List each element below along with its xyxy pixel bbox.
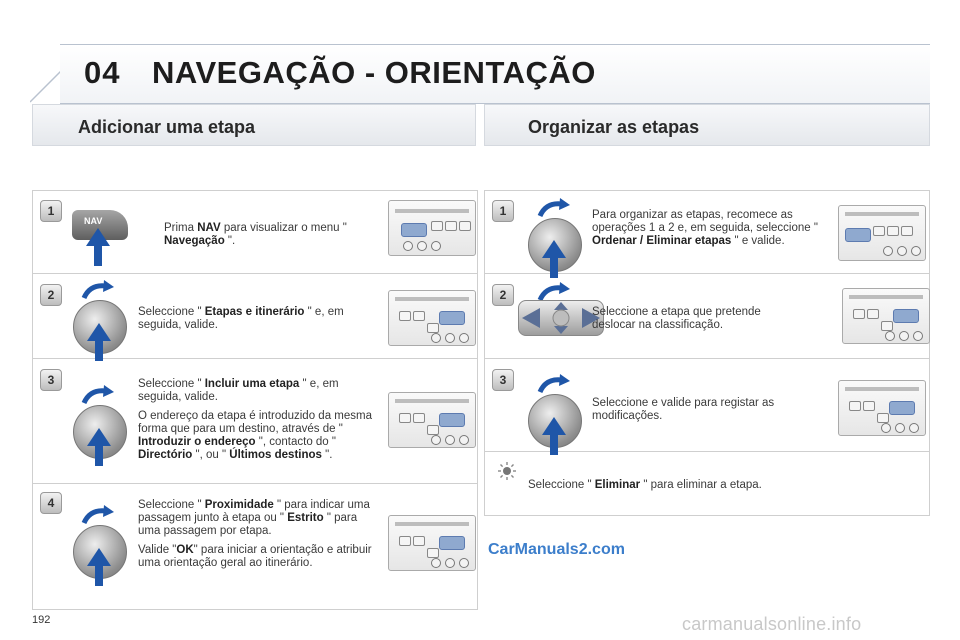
text-run: Prima xyxy=(164,222,198,234)
text-run: Para organizar as etapas, recomece as operações 1 a 2 e, em seguida, seleccione " xyxy=(592,209,818,234)
radio-panel-icon xyxy=(388,392,476,448)
bold-term: Ordenar / Eliminar etapas xyxy=(592,235,732,247)
text-run: Seleccione e valide para registar as modificações. xyxy=(592,397,775,422)
section-title-add-stage: Adicionar uma etapa xyxy=(78,117,256,137)
site-watermark: carmanualsonline.info xyxy=(682,614,862,634)
radio-panel-icon xyxy=(388,290,476,346)
bold-term: Introduzir o endereço xyxy=(138,436,256,448)
bold-term: NAV xyxy=(197,222,221,234)
text-run: Seleccione " xyxy=(528,479,595,491)
rotate-arrow-icon xyxy=(536,198,572,218)
chapter-number: 04 xyxy=(84,55,121,90)
rotate-arrow-icon xyxy=(80,280,116,300)
text-run: ", contacto do " xyxy=(255,436,336,448)
rotate-arrow-icon xyxy=(536,282,572,302)
rotate-arrow-icon xyxy=(536,374,572,394)
step-text xyxy=(138,378,378,462)
radio-panel-icon xyxy=(388,200,476,256)
arrow-up-icon xyxy=(95,444,103,466)
text-run: " e valide. xyxy=(731,235,785,247)
step-number-badge: 3 xyxy=(492,369,514,391)
bold-term: OK xyxy=(176,544,194,556)
arrow-up-icon xyxy=(95,564,103,586)
step-number-badge: 4 xyxy=(40,492,62,514)
bold-term: Proximidade xyxy=(204,499,274,511)
bold-term: Últimos destinos xyxy=(229,449,322,461)
step-text xyxy=(592,209,832,248)
text-run: Seleccione a etapa que pretende deslocar na classificação. xyxy=(592,306,761,331)
nav-button-icon: NAV xyxy=(72,210,128,240)
step-text xyxy=(592,306,792,332)
text-run: para visualizar o menu " xyxy=(220,222,347,234)
text-run: ", ou " xyxy=(192,449,230,461)
text-run: ". xyxy=(224,235,236,247)
text-run: O endereço da etapa é introduzido da mesma forma que para um destino, através de " xyxy=(138,410,372,435)
bold-term: Etapas e itinerário xyxy=(204,306,305,318)
section-title-organize-stages: Organizar as etapas xyxy=(528,117,700,137)
text-run: Seleccione " xyxy=(138,306,205,318)
step-number-badge: 2 xyxy=(492,284,514,306)
step-text xyxy=(592,397,802,423)
arrow-up-icon xyxy=(550,433,558,455)
radio-panel-icon xyxy=(388,515,476,571)
arrow-up-icon xyxy=(550,256,558,278)
arrow-up-icon xyxy=(95,339,103,361)
text-run: " e, em seguida, valide. xyxy=(138,378,339,403)
watermark: CarManuals2.com xyxy=(488,541,625,558)
step-text xyxy=(164,222,374,248)
step-text xyxy=(138,306,378,332)
text-run: " e, em seguida, valide. xyxy=(138,306,344,331)
lightbulb-icon xyxy=(498,462,516,480)
text-run: " para uma passagem por etapa. xyxy=(138,512,358,537)
bold-term: Incluir uma etapa xyxy=(204,378,300,390)
text-run: " para indicar uma passagem junto à etapa ou " xyxy=(138,499,370,524)
radio-panel-icon xyxy=(842,288,930,344)
bold-term: Directório xyxy=(138,449,193,461)
text-run: Valide " xyxy=(138,544,177,556)
bold-term: Estrito xyxy=(287,512,324,524)
page-title: NAVEGAÇÃO - ORIENTAÇÃO xyxy=(152,55,596,90)
page-number: 192 xyxy=(32,614,51,626)
text-run: Seleccione " xyxy=(138,499,205,511)
step-number-badge: 1 xyxy=(40,200,62,222)
arrow-up-icon xyxy=(94,244,102,266)
text-run: " para eliminar a etapa. xyxy=(640,479,762,491)
text-run: " para iniciar a orientação e atribuir uma orientação geral ao itinerário. xyxy=(138,544,372,569)
radio-panel-icon xyxy=(838,205,926,261)
step-number-badge: 3 xyxy=(40,369,62,391)
radio-panel-icon xyxy=(838,380,926,436)
step-number-badge: 2 xyxy=(40,284,62,306)
rotate-arrow-icon xyxy=(80,505,116,525)
text-run: ". xyxy=(321,449,333,461)
text-run: Seleccione " xyxy=(138,378,205,390)
step-number-badge: 1 xyxy=(492,200,514,222)
bold-term: Eliminar xyxy=(594,479,641,491)
tip-text xyxy=(528,479,908,492)
rotate-arrow-icon xyxy=(80,385,116,405)
bold-term: Navegação xyxy=(164,235,225,247)
step-text xyxy=(138,499,378,570)
